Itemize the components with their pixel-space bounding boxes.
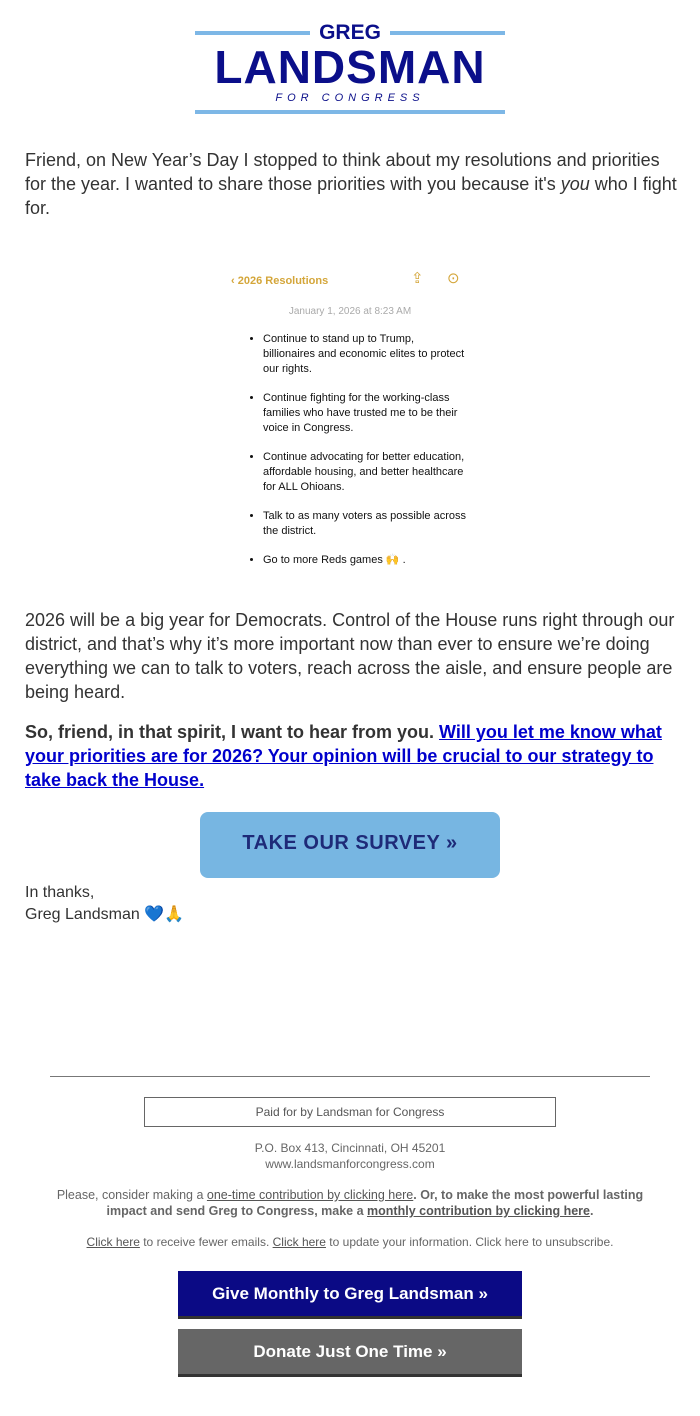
- more-icon: ⊙: [447, 270, 460, 287]
- update-info-link[interactable]: Click here: [272, 1235, 326, 1249]
- logo-for-congress: FOR CONGRESS: [275, 92, 425, 104]
- address: P.O. Box 413, Cincinnati, OH 45201 www.landsmanforcongress.com: [254, 1141, 446, 1171]
- monthly-link[interactable]: monthly contribution by clicking here: [367, 1204, 590, 1218]
- contribution-text: Please, consider making a one-time contribution by clicking here. Or, to make the most powerful lasting impact and send Greg to Congress, make a monthly contribution by clicking here.: [56, 1188, 644, 1218]
- one-time-link[interactable]: one-time contribution by clicking here: [206, 1188, 414, 1202]
- share-icon: ⇪: [411, 270, 424, 287]
- chevron-left-icon: ‹: [231, 275, 235, 287]
- signoff-line: In thanks,: [25, 884, 95, 901]
- give-monthly-button[interactable]: Give Monthly to Greg Landsman »: [178, 1271, 522, 1319]
- notes-screenshot: [225, 266, 475, 586]
- email-preferences: Click here to receive fewer emails. Click here to update your information. Click here to unsubscribe.: [86, 1235, 614, 1249]
- campaign-logo: [195, 21, 505, 116]
- signoff: [25, 882, 184, 926]
- list-item: • Continue advocating for better education, affordable housing, and better healthcare for ALL Ohioans.: [263, 450, 468, 495]
- list-item: • Continue fighting for the working-class families who have trusted me to be their voice in Congress.: [263, 391, 468, 436]
- survey-paragraph: So, friend, in that spirit, I want to hear from you. Will you let me know what your priorities are for 2026? Your opinion will be crucial to our strategy to take back the House.: [25, 722, 662, 790]
- notes-back: ‹ 2026 Resolutions: [231, 275, 329, 287]
- resolutions-list: [235, 332, 468, 582]
- logo-landsman: LANDSMAN: [214, 41, 486, 93]
- divider: [50, 1076, 650, 1077]
- body-paragraph: 2026 will be a big year for Democrats. Control of the House runs right through our district, and that’s why it’s more important now than ever to ensure we’re doing everything we can to talk to voters, reach across the aisle, and ensure people are being heard.: [25, 610, 675, 702]
- intro-paragraph: Friend, on New Year’s Day I stopped to think about my resolutions and priorities for the year. I wanted to share those priorities with you because it's you who I fight for.: [25, 150, 677, 218]
- list-item: • Go to more Reds games 🙌 .: [263, 553, 468, 568]
- list-item: • Talk to as many voters as possible across the district.: [263, 509, 468, 539]
- survey-link[interactable]: Will you let me know what your priorities are for 2026? Your opinion will be crucial to our strategy to take back the House.: [25, 722, 662, 790]
- logo-rule: [195, 110, 505, 114]
- note-date: January 1, 2026 at 8:23 AM: [288, 306, 412, 317]
- signoff-name: Greg Landsman 💙🙏: [25, 906, 185, 923]
- list-item: • Continue to stand up to Trump, billionaires and economic elites to protect our rights.: [263, 332, 468, 377]
- paid-for-disclaimer: Paid for by Landsman for Congress: [144, 1097, 556, 1127]
- fewer-emails-link[interactable]: Click here: [86, 1235, 140, 1249]
- donate-once-button[interactable]: Donate Just One Time »: [178, 1329, 522, 1377]
- logo-greg: GREG: [319, 21, 381, 44]
- take-survey-button[interactable]: TAKE OUR SURVEY »: [200, 812, 500, 878]
